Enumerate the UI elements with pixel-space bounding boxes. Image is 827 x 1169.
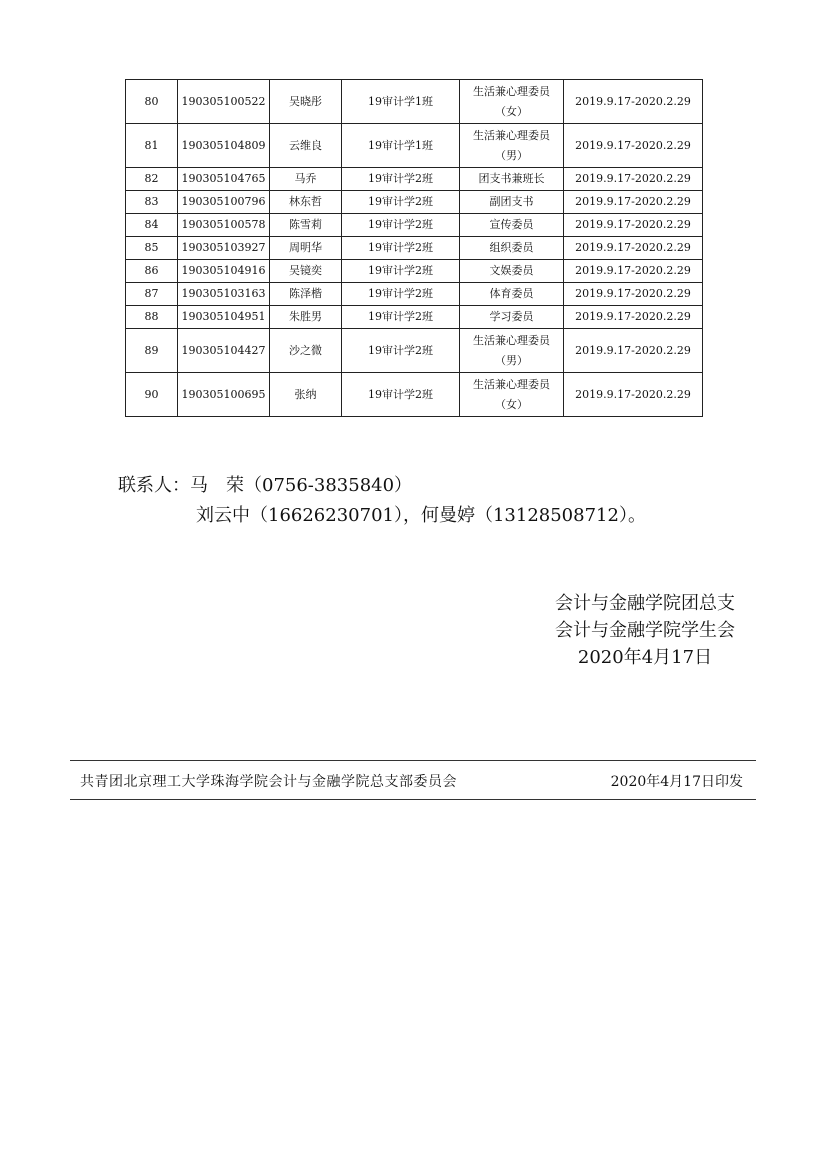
table-row	[126, 124, 703, 168]
cadre-table-body	[126, 80, 703, 417]
role-cell	[460, 214, 564, 237]
term-cell: 2019.9.17-2020.2.29	[564, 306, 703, 329]
signoff-org-1: 会计与金融学院团总支	[555, 593, 735, 614]
class-cell: 19审计学1班	[342, 80, 460, 124]
role-cell	[460, 306, 564, 329]
role-gender-note: （女）	[495, 397, 528, 411]
student-id-cell: 190305104951	[178, 306, 270, 329]
role-cell	[460, 329, 564, 373]
row-number-cell: 81	[126, 124, 178, 168]
name-cell: 云维良	[270, 124, 342, 168]
name-cell: 陈泽楷	[270, 283, 342, 306]
signoff-block	[520, 590, 770, 671]
table-row	[126, 306, 703, 329]
class-cell: 19审计学2班	[342, 373, 460, 417]
table-row	[126, 237, 703, 260]
row-number-cell: 86	[126, 260, 178, 283]
name-cell: 周明华	[270, 237, 342, 260]
student-id-cell: 190305104916	[178, 260, 270, 283]
role-gender-note: （男）	[495, 353, 528, 367]
row-number-cell: 90	[126, 373, 178, 417]
footer-issuer: 共青团北京理工大学珠海学院会计与金融学院总支部委员会	[80, 774, 457, 790]
term-cell: 2019.9.17-2020.2.29	[564, 260, 703, 283]
role-title: 文娱委员	[489, 264, 534, 277]
role-title: 学习委员	[489, 310, 534, 323]
role-cell	[460, 80, 564, 124]
class-cell: 19审计学1班	[342, 124, 460, 168]
student-id-cell: 190305104809	[178, 124, 270, 168]
class-cell: 19审计学2班	[342, 329, 460, 373]
footer-top-rule	[70, 760, 756, 761]
row-number-cell: 89	[126, 329, 178, 373]
class-cell: 19审计学2班	[342, 191, 460, 214]
class-cell: 19审计学2班	[342, 306, 460, 329]
role-cell	[460, 373, 564, 417]
table-row	[126, 373, 703, 417]
name-cell: 陈雪莉	[270, 214, 342, 237]
term-cell: 2019.9.17-2020.2.29	[564, 80, 703, 124]
contacts-block	[118, 471, 646, 531]
signoff-date: 2020年4月17日	[577, 647, 713, 668]
student-id-cell: 190305104765	[178, 168, 270, 191]
role-title: 生活兼心理委员	[473, 333, 550, 347]
student-id-cell: 190305103927	[178, 237, 270, 260]
name-cell: 张纳	[270, 373, 342, 417]
role-title: 生活兼心理委员	[473, 84, 550, 98]
role-title: 宣传委员	[489, 218, 534, 231]
term-cell: 2019.9.17-2020.2.29	[564, 237, 703, 260]
name-cell: 林东哲	[270, 191, 342, 214]
role-title: 体育委员	[489, 287, 534, 300]
term-cell: 2019.9.17-2020.2.29	[564, 124, 703, 168]
role-gender-note: （女）	[495, 104, 528, 118]
contacts-label: 联系人：	[118, 475, 190, 496]
contact-first: 马 荣（0756-3835840）	[190, 475, 413, 496]
table-row	[126, 168, 703, 191]
role-cell	[460, 124, 564, 168]
name-cell: 朱胜男	[270, 306, 342, 329]
term-cell: 2019.9.17-2020.2.29	[564, 168, 703, 191]
role-cell	[460, 237, 564, 260]
class-cell: 19审计学2班	[342, 283, 460, 306]
table-row	[126, 329, 703, 373]
student-id-cell: 190305100796	[178, 191, 270, 214]
row-number-cell: 83	[126, 191, 178, 214]
role-cell	[460, 260, 564, 283]
class-cell: 19审计学2班	[342, 237, 460, 260]
table-row	[126, 283, 703, 306]
signoff-org-2: 会计与金融学院学生会	[555, 620, 735, 641]
role-title: 团支书兼班长	[478, 172, 545, 185]
row-number-cell: 82	[126, 168, 178, 191]
table-row	[126, 80, 703, 124]
role-cell	[460, 283, 564, 306]
role-gender-note: （男）	[495, 148, 528, 162]
name-cell: 吴镜奕	[270, 260, 342, 283]
contacts-line-1	[118, 471, 646, 501]
student-id-cell: 190305104427	[178, 329, 270, 373]
role-title: 组织委员	[489, 241, 534, 254]
term-cell: 2019.9.17-2020.2.29	[564, 373, 703, 417]
student-id-cell: 190305103163	[178, 283, 270, 306]
class-cell: 19审计学2班	[342, 168, 460, 191]
student-id-cell: 190305100522	[178, 80, 270, 124]
row-number-cell: 84	[126, 214, 178, 237]
term-cell: 2019.9.17-2020.2.29	[564, 214, 703, 237]
contact-second: 刘云中（16626230701），何曼婷（13128508712）。	[196, 505, 646, 526]
table-row	[126, 214, 703, 237]
class-cell: 19审计学2班	[342, 214, 460, 237]
student-id-cell: 190305100695	[178, 373, 270, 417]
class-cell: 19审计学2班	[342, 260, 460, 283]
role-cell	[460, 168, 564, 191]
row-number-cell: 88	[126, 306, 178, 329]
student-id-cell: 190305100578	[178, 214, 270, 237]
term-cell: 2019.9.17-2020.2.29	[564, 191, 703, 214]
role-title: 生活兼心理委员	[473, 377, 550, 391]
role-title: 副团支书	[489, 195, 534, 208]
row-number-cell: 87	[126, 283, 178, 306]
name-cell: 马乔	[270, 168, 342, 191]
role-title: 生活兼心理委员	[473, 128, 550, 142]
row-number-cell: 85	[126, 237, 178, 260]
row-number-cell: 80	[126, 80, 178, 124]
table-row	[126, 191, 703, 214]
name-cell: 沙之微	[270, 329, 342, 373]
name-cell: 吴晓彤	[270, 80, 342, 124]
cadre-table	[125, 79, 703, 417]
term-cell: 2019.9.17-2020.2.29	[564, 329, 703, 373]
footer-issue-date: 2020年4月17日印发	[610, 774, 743, 790]
footer-bottom-rule	[70, 799, 756, 800]
table-row	[126, 260, 703, 283]
term-cell: 2019.9.17-2020.2.29	[564, 283, 703, 306]
role-cell	[460, 191, 564, 214]
